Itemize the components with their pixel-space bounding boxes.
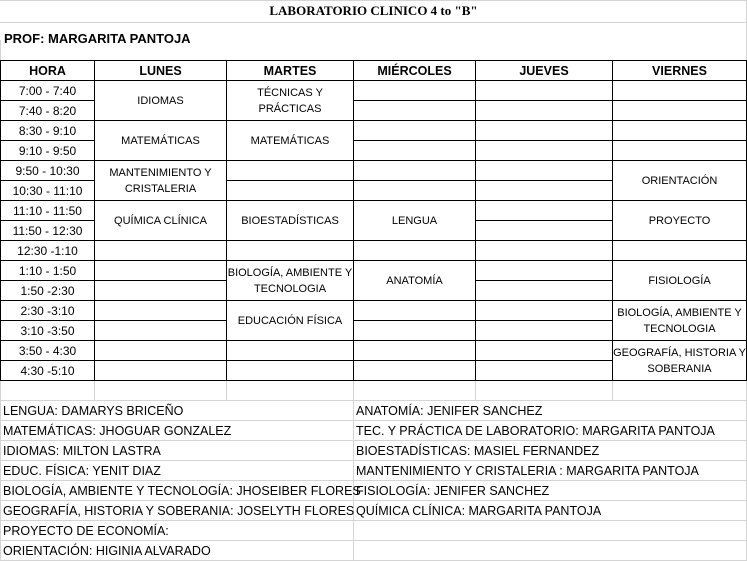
subject-label: TECNOLOGIA <box>643 322 716 335</box>
gridline <box>475 380 476 400</box>
subject-cell-fri-fisiologia <box>613 261 746 300</box>
subject-cell-fri-orientacion <box>613 161 746 200</box>
subject-label: SOBERANIA <box>647 362 712 375</box>
legend-item-lengua: LENGUA: DAMARYS BRICEÑO <box>3 404 184 418</box>
subject-label: BIOLOGÍA, AMBIENTE Y <box>227 266 353 279</box>
legend-item-idiomas: IDIOMAS: MILTON LASTRA <box>3 444 161 458</box>
subject-label: PROYECTO <box>648 214 711 227</box>
table-border <box>475 60 476 381</box>
subject-label: TECNOLOGIA <box>253 282 327 295</box>
page-title: LABORATORIO CLINICO 4 to "B" <box>269 3 478 18</box>
gridline <box>0 380 1 561</box>
subject-label: FISIOLOGÍA <box>648 274 711 287</box>
gridline <box>226 380 227 400</box>
subject-label: BIOLOGÍA, AMBIENTE Y <box>617 306 742 319</box>
subject-cell-tue-educacion <box>227 301 353 340</box>
header-hora: HORA <box>29 64 66 78</box>
header-jueves: JUEVES <box>519 64 569 78</box>
subject-cell-mon-mantenimiento <box>95 161 226 200</box>
hour-cell: 7:00 - 7:40 <box>18 84 77 98</box>
table-border <box>0 240 747 241</box>
table-border <box>226 180 612 181</box>
table-border <box>475 280 612 281</box>
gridline <box>0 22 747 23</box>
subject-label: IDIOMAS <box>137 94 184 107</box>
hour-cell: 1:10 - 1:50 <box>18 264 77 278</box>
legend-item-quimica: QUÍMICA CLÍNICA: MARGARITA PANTOJA <box>356 504 602 518</box>
legend-item-orientacion: ORIENTACIÓN: HIGINIA ALVARADO <box>3 544 211 558</box>
subject-label: MATEMÁTICAS <box>121 134 200 147</box>
hour-cell: 4:30 -5:10 <box>20 364 75 378</box>
hour-cell: 3:10 -3:50 <box>20 324 75 338</box>
subject-label: EDUCACIÓN FÍSICA <box>237 314 343 327</box>
subject-cell-tue-tecnicas <box>227 81 353 120</box>
legend-item-geografia: GEOGRAFÍA, HISTORIA Y SOBERANIA: JOSELYTH FLORES <box>3 504 355 518</box>
hour-cell: 9:50 - 10:30 <box>15 164 80 178</box>
hour-cell: 8:30 - 9:10 <box>18 124 77 138</box>
table-border <box>0 60 747 61</box>
hour-cell: 2:30 -3:10 <box>20 304 75 318</box>
professor-label: PROF: MARGARITA PANTOJA <box>4 31 191 46</box>
legend-item-proyecto: PROYECTO DE ECONOMÍA: <box>3 524 169 538</box>
subject-label: QUÍMICA CLÍNICA <box>114 214 207 227</box>
legend-item-tec-practica: TEC. Y PRÁCTICA DE LABORATORIO: MARGARITA PANTOJA <box>356 424 715 438</box>
gridline <box>94 380 95 400</box>
subject-label: LENGUA <box>391 214 438 227</box>
table-border <box>353 320 612 321</box>
header-lunes: LUNES <box>139 64 182 78</box>
table-border <box>475 220 612 221</box>
header-miercoles: MIÉRCOLES <box>377 64 452 78</box>
gridline <box>0 40 1 61</box>
subject-cell-wed-lengua <box>354 201 475 240</box>
hour-cell: 12:30 -1:10 <box>17 244 78 258</box>
table-border <box>353 140 747 141</box>
subject-cell-fri-biologia <box>613 301 746 340</box>
subject-label: TÉCNICAS Y PRÁCTICAS <box>257 86 323 115</box>
subject-cell-mon-idiomas <box>95 81 226 120</box>
subject-cell-tue-bioestadisticas <box>227 201 353 240</box>
subject-label: ANATOMÍA <box>386 274 443 287</box>
subject-cell-tue-biologia <box>227 261 353 300</box>
subject-label: MANTENIMIENTO Y <box>109 166 212 179</box>
subject-cell-mon-quimica <box>95 201 226 240</box>
gridline <box>353 380 354 561</box>
legend-item-matematicas: MATEMÁTICAS: JHOGUAR GONZALEZ <box>3 424 232 438</box>
subject-label: GEOGRAFÍA, HISTORIA Y <box>613 346 746 359</box>
gridline <box>612 380 613 400</box>
subject-cell-tue-matematicas <box>227 121 353 160</box>
subject-label: BIOESTADÍSTICAS <box>241 214 339 227</box>
subject-cell-wed-anatomia <box>354 261 475 300</box>
header-viernes: VIERNES <box>652 64 707 78</box>
legend-item-mantenimiento: MANTENIMIENTO Y CRISTALERIA : MARGARITA PANTOJA <box>356 464 699 478</box>
subject-label: ORIENTACIÓN <box>641 174 718 187</box>
table-border <box>0 380 747 381</box>
subject-cell-fri-proyecto <box>613 201 746 240</box>
hour-cell: 11:50 - 12:30 <box>12 224 83 238</box>
hour-cell: 10:30 - 11:10 <box>12 184 83 198</box>
hour-cell: 9:10 - 9:50 <box>18 144 77 158</box>
hour-cell: 1:50 -2:30 <box>20 284 75 298</box>
legend-item-fisiologia: FISIOLOGÍA: JENIFER SANCHEZ <box>356 484 550 498</box>
table-border <box>353 100 747 101</box>
subject-label: MATEMÁTICAS <box>250 134 330 147</box>
legend-item-anatomia: ANATOMÍA: JENIFER SANCHEZ <box>356 404 543 418</box>
legend-item-educ-fisica: EDUC. FÍSICA: YENIT DIAZ <box>3 464 161 478</box>
legend-item-bioestadisticas: BIOESTADÍSTICAS: MASIEL FERNANDEZ <box>356 444 600 458</box>
subject-cell-mon-matematicas <box>95 121 226 160</box>
subject-label: CRISTALERIA <box>124 182 197 195</box>
hour-cell: 3:50 - 4:30 <box>18 344 77 358</box>
hour-cell: 11:10 - 11:50 <box>13 204 82 218</box>
header-martes: MARTES <box>263 64 317 78</box>
subject-cell-fri-geografia <box>613 341 746 380</box>
hour-cell: 7:40 - 8:20 <box>18 104 77 118</box>
legend-item-biologia: BIOLOGÍA, AMBIENTE Y TECNOLOGÍA: JHOSEIBER FLORES <box>3 484 361 498</box>
